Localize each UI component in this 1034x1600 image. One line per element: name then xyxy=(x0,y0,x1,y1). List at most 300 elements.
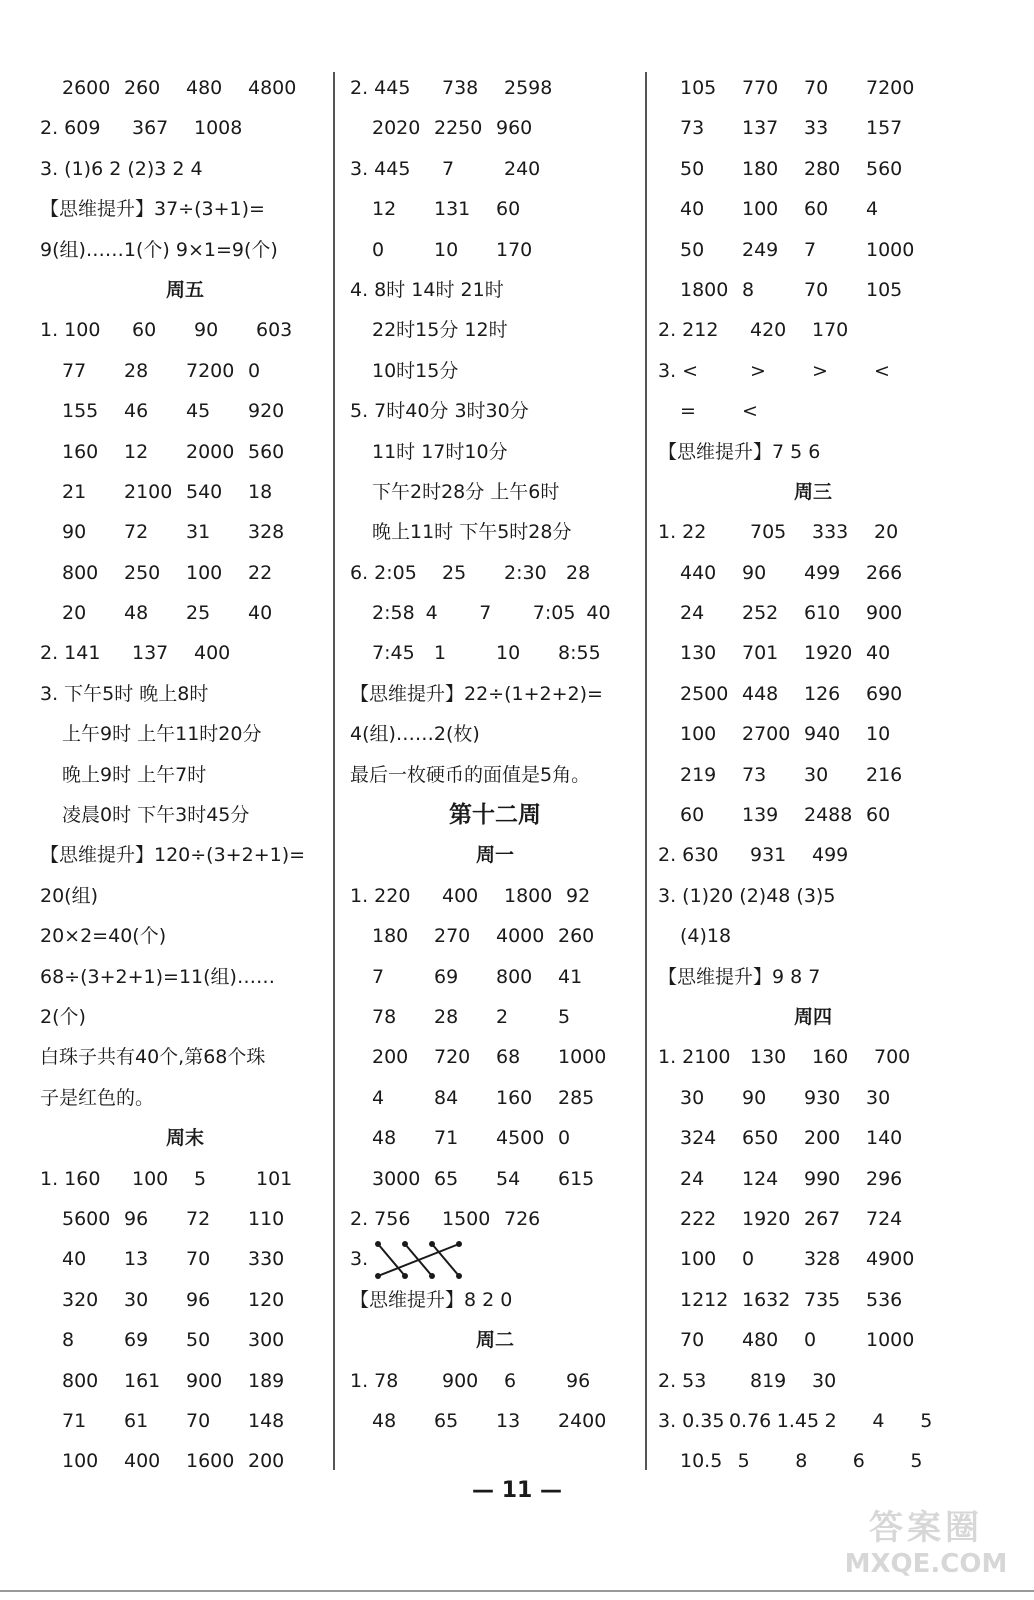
answer-row xyxy=(350,68,640,108)
answer-cell: 130 xyxy=(750,1046,787,1069)
answer-cell: 2:58 xyxy=(372,602,415,625)
answer-line: 5. 7时40分 3时30分 xyxy=(350,400,529,423)
section-heading: 周一 xyxy=(475,844,514,867)
answer-cell: 10 xyxy=(866,723,891,746)
answer-cell: 2500 xyxy=(680,682,729,705)
answer-cell: 700 xyxy=(874,1046,911,1069)
answer-cell: 270 xyxy=(434,925,471,948)
answer-cell: 100 xyxy=(62,1450,99,1473)
answer-row xyxy=(350,1037,640,1077)
answer-cell: 800 xyxy=(496,965,533,988)
answer-cell: 70 xyxy=(804,278,829,301)
answer-row xyxy=(350,189,640,229)
answer-row xyxy=(40,1199,330,1239)
answer-cell: 819 xyxy=(750,1369,787,1392)
answer-cell: 160 xyxy=(496,1086,533,1109)
column-divider-right xyxy=(645,72,647,1470)
answer-cell: 60 xyxy=(496,198,521,221)
answer-cell: 219 xyxy=(680,763,717,786)
answer-cell: 1008 xyxy=(194,117,243,140)
answer-cell: 40 xyxy=(62,1248,87,1271)
answer-cell: 4800 xyxy=(248,77,297,99)
answer-cell: 18 xyxy=(248,480,273,503)
answer-row xyxy=(658,230,968,270)
answer-cell: 7 xyxy=(479,602,492,625)
answer-row xyxy=(350,916,640,956)
answer-cell: 2598 xyxy=(504,77,553,99)
answer-cell: 940 xyxy=(804,723,841,746)
answer-row xyxy=(658,270,968,310)
answer-cell: > xyxy=(750,359,766,382)
page-bottom-edge xyxy=(0,1590,1034,1592)
answer-cell: 120 xyxy=(248,1288,285,1311)
answer-cell: 1000 xyxy=(866,238,915,261)
answer-cell: 90 xyxy=(62,521,87,544)
answer-cell: 5600 xyxy=(62,1207,111,1230)
answer-cell: 650 xyxy=(742,1127,779,1150)
answer-cell: 105 xyxy=(680,77,717,99)
answer-line: 68÷(3+2+1)=11(组)…… xyxy=(40,965,275,988)
matching-dot-bottom xyxy=(375,1273,381,1279)
answer-cell: 28 xyxy=(566,561,591,584)
answer-cell: 420 xyxy=(750,319,787,342)
answer-column-1 xyxy=(40,68,330,1482)
answer-cell: 615 xyxy=(558,1167,595,1190)
answer-cell: 2 xyxy=(496,1005,509,1028)
answer-cell: 324 xyxy=(680,1127,717,1150)
answer-cell: 296 xyxy=(866,1167,903,1190)
answer-row xyxy=(658,391,968,431)
answer-cell: 2. 53 xyxy=(658,1369,707,1392)
answer-cell: 4900 xyxy=(866,1248,915,1271)
matching-answer xyxy=(350,1239,640,1279)
answer-row xyxy=(350,1159,640,1199)
answer-cell: 724 xyxy=(866,1207,903,1230)
answer-cell: 20 xyxy=(62,602,87,625)
answer-cell: 40 xyxy=(866,642,891,665)
answer-cell: 1. 78 xyxy=(350,1369,399,1392)
answer-cell: 124 xyxy=(742,1167,779,1190)
answer-cell: 4 xyxy=(372,1086,385,1109)
answer-row xyxy=(40,1401,330,1441)
answer-row xyxy=(350,553,640,593)
watermark-logo xyxy=(836,1500,1016,1590)
answer-cell: 101 xyxy=(256,1167,293,1190)
answer-cell: 2400 xyxy=(558,1409,607,1432)
answer-cell: 73 xyxy=(742,763,767,786)
section-heading: 周二 xyxy=(475,1329,514,1352)
answer-cell: 8 xyxy=(795,1450,808,1473)
answer-row xyxy=(658,1320,968,1360)
answer-cell: 440 xyxy=(680,561,717,584)
answer-row xyxy=(658,1037,968,1077)
answer-cell: 2. 756 xyxy=(350,1207,411,1230)
answer-row xyxy=(658,553,968,593)
answer-line: 4(组)……2(枚) xyxy=(350,723,480,746)
answer-cell: 400 xyxy=(194,642,231,665)
answer-cell: 84 xyxy=(434,1086,459,1109)
answer-cell: 5 xyxy=(194,1167,207,1190)
answer-cell: 735 xyxy=(804,1288,841,1311)
answer-row xyxy=(350,1199,640,1239)
answer-line: 凌晨0时 下午3时45分 xyxy=(62,804,250,827)
answer-cell: 2. 609 xyxy=(40,117,101,140)
answer-cell: 69 xyxy=(124,1329,149,1352)
answer-cell: 5 xyxy=(910,1450,923,1473)
answer-row xyxy=(658,1159,968,1199)
answer-line: 【思维提升】120÷(3+2+1)= xyxy=(40,844,306,867)
answer-cell: 105 xyxy=(866,278,903,301)
answer-line: 最后一枚硬币的面值是5角。 xyxy=(350,763,591,786)
answer-cell: 155 xyxy=(62,400,99,423)
answer-cell: 1920 xyxy=(742,1207,791,1230)
answer-row xyxy=(658,512,968,552)
answer-cell: 499 xyxy=(812,844,849,867)
answer-cell: 100 xyxy=(132,1167,169,1190)
answer-cell: 96 xyxy=(186,1288,211,1311)
answer-cell: 4500 xyxy=(496,1127,545,1150)
answer-cell: 50 xyxy=(680,157,705,180)
answer-cell: 40 xyxy=(248,602,273,625)
answer-cell: 72 xyxy=(124,521,149,544)
watermark-bottom-text: MXQE.COM xyxy=(844,1549,1008,1579)
answer-cell: 5 xyxy=(558,1005,571,1028)
answer-cell: 0 xyxy=(742,1248,755,1271)
answer-cell: 48 xyxy=(372,1127,397,1150)
answer-row xyxy=(350,876,640,916)
answer-cell: 126 xyxy=(804,682,841,705)
answer-cell: 20 xyxy=(874,521,899,544)
answer-line: 2(个) xyxy=(40,1005,86,1028)
answer-cell: 8:55 xyxy=(558,642,601,665)
answer-cell: 180 xyxy=(372,925,409,948)
answer-cell: 249 xyxy=(742,238,779,261)
answer-line: 晚上9时 上午7时 xyxy=(62,763,207,786)
answer-cell: 70 xyxy=(804,77,829,99)
answer-cell: 4 xyxy=(866,198,879,221)
answer-cell: 77 xyxy=(62,359,87,382)
answer-cell: 73 xyxy=(680,117,705,140)
answer-cell: 5 xyxy=(920,1409,933,1432)
answer-cell: 2. 141 xyxy=(40,642,101,665)
answer-cell: 45 xyxy=(186,400,211,423)
answer-cell: 900 xyxy=(442,1369,479,1392)
answer-cell: 3000 xyxy=(372,1167,421,1190)
matching-dot-top xyxy=(402,1241,408,1247)
answer-cell: 285 xyxy=(558,1086,595,1109)
answer-cell: 54 xyxy=(496,1167,521,1190)
answer-line: 22时15分 12时 xyxy=(372,319,508,342)
answer-line: 11时 17时10分 xyxy=(372,440,508,463)
answer-cell: 222 xyxy=(680,1207,717,1230)
answer-line: 【思维提升】9 8 7 xyxy=(658,965,821,988)
answer-cell: 400 xyxy=(442,884,479,907)
answer-cell: 50 xyxy=(186,1329,211,1352)
answer-row xyxy=(658,149,968,189)
answer-cell: 480 xyxy=(186,77,223,99)
answer-cell: 930 xyxy=(804,1086,841,1109)
answer-cell: 2020 xyxy=(372,117,421,140)
answer-cell: 0.76 xyxy=(728,1409,772,1432)
answer-line: 子是红色的。 xyxy=(40,1086,155,1109)
answer-cell: 6 xyxy=(852,1450,865,1473)
answer-cell: 250 xyxy=(124,561,161,584)
answer-cell: 30 xyxy=(124,1288,149,1311)
answer-cell: 100 xyxy=(680,723,717,746)
answer-cell: 610 xyxy=(804,602,841,625)
answer-column-2 xyxy=(350,68,640,1441)
answer-cell: 96 xyxy=(566,1369,591,1392)
answer-row xyxy=(658,1118,968,1158)
answer-cell: 10.5 xyxy=(680,1450,723,1473)
answer-cell: 46 xyxy=(124,400,149,423)
answer-cell: 499 xyxy=(804,561,841,584)
answer-row xyxy=(350,230,640,270)
answer-cell: 25 xyxy=(186,602,211,625)
answer-cell: 48 xyxy=(124,602,149,625)
answer-cell: 60 xyxy=(866,804,891,827)
answer-cell: 800 xyxy=(62,1369,99,1392)
answer-cell: 137 xyxy=(132,642,169,665)
answer-cell: 60 xyxy=(132,319,157,342)
answer-row xyxy=(40,310,330,350)
answer-cell: 13 xyxy=(496,1409,521,1432)
answer-cell: 7 xyxy=(442,157,455,180)
answer-row xyxy=(658,1401,968,1441)
answer-cell: 24 xyxy=(680,602,705,625)
answer-cell: 0 xyxy=(248,359,261,382)
answer-cell: 990 xyxy=(804,1167,841,1190)
answer-line: 20(组) xyxy=(40,884,99,907)
answer-cell: 8 xyxy=(62,1329,75,1352)
answer-cell: 65 xyxy=(434,1167,459,1190)
answer-cell: 1632 xyxy=(742,1288,791,1311)
answer-cell: 200 xyxy=(804,1127,841,1150)
answer-row xyxy=(40,108,330,148)
answer-row xyxy=(350,1361,640,1401)
answer-cell: 96 xyxy=(124,1207,149,1230)
answer-cell: 0 xyxy=(804,1329,817,1352)
answer-cell: 328 xyxy=(804,1248,841,1271)
answer-line: 【思维提升】22÷(1+2+2)= xyxy=(350,682,603,705)
answer-cell: 1600 xyxy=(186,1450,235,1473)
matching-dot-top xyxy=(375,1241,381,1247)
answer-row xyxy=(40,1280,330,1320)
answer-row xyxy=(658,108,968,148)
answer-cell: 2:30 xyxy=(504,561,547,584)
answer-row xyxy=(658,1361,968,1401)
answer-row xyxy=(658,674,968,714)
answer-row xyxy=(350,957,640,997)
answer-cell: 770 xyxy=(742,77,779,99)
answer-cell: 216 xyxy=(866,763,903,786)
answer-cell: 540 xyxy=(186,480,223,503)
answer-cell: 3. 0.35 xyxy=(658,1409,725,1432)
matching-dot-bottom xyxy=(429,1273,435,1279)
answer-cell: 100 xyxy=(742,198,779,221)
answer-cell: 157 xyxy=(866,117,903,140)
answer-cell: 2250 xyxy=(434,117,483,140)
answer-cell: 0 xyxy=(558,1127,571,1150)
answer-row xyxy=(658,68,968,108)
answer-cell: 536 xyxy=(866,1288,903,1311)
answer-cell: 61 xyxy=(124,1409,149,1432)
answer-row xyxy=(40,351,330,391)
answer-line: 4. 8时 14时 21时 xyxy=(350,278,504,301)
answer-cell: 148 xyxy=(248,1409,285,1432)
answer-row xyxy=(658,1078,968,1118)
answer-cell: 3. < xyxy=(658,359,699,382)
answer-line: 3. (1)20 (2)48 (3)5 xyxy=(658,884,836,907)
answer-cell: 160 xyxy=(812,1046,849,1069)
page-number: — 11 — xyxy=(472,1478,562,1503)
answer-cell: 30 xyxy=(804,763,829,786)
answer-cell: 4 xyxy=(872,1409,885,1432)
answer-cell: 28 xyxy=(434,1005,459,1028)
answer-cell: 690 xyxy=(866,682,903,705)
answer-cell: 0 xyxy=(372,238,385,261)
answer-cell: 90 xyxy=(742,1086,767,1109)
answer-row xyxy=(350,149,640,189)
answer-cell: 140 xyxy=(866,1127,903,1150)
answer-cell: 705 xyxy=(750,521,787,544)
answer-row xyxy=(40,1320,330,1360)
answer-cell: 100 xyxy=(186,561,223,584)
answer-cell: 139 xyxy=(742,804,779,827)
question-number: 3. xyxy=(350,1248,369,1271)
answer-row xyxy=(40,593,330,633)
answer-row xyxy=(40,1441,330,1481)
answer-cell: 2 xyxy=(824,1409,837,1432)
answer-cell: 10 xyxy=(434,238,459,261)
answer-row xyxy=(658,755,968,795)
answer-cell: 160 xyxy=(62,440,99,463)
watermark-top-text: 答案圈 xyxy=(869,1508,983,1548)
answer-cell: 2700 xyxy=(742,723,791,746)
answer-line: 晚上11时 下午5时28分 xyxy=(372,521,572,544)
answer-row xyxy=(40,512,330,552)
answer-row xyxy=(658,795,968,835)
answer-cell: 1212 xyxy=(680,1288,729,1311)
answer-cell: 189 xyxy=(248,1369,285,1392)
answer-cell: 24 xyxy=(680,1167,705,1190)
answer-row xyxy=(658,310,968,350)
answer-cell: 720 xyxy=(434,1046,471,1069)
answer-row xyxy=(658,633,968,673)
answer-cell: 800 xyxy=(62,561,99,584)
answer-cell: 1800 xyxy=(504,884,553,907)
answer-cell: 8 xyxy=(742,278,755,301)
answer-cell: 1 xyxy=(434,642,447,665)
answer-cell: 560 xyxy=(866,157,903,180)
answer-row xyxy=(658,593,968,633)
answer-cell: 110 xyxy=(248,1207,285,1230)
matching-dot-bottom xyxy=(456,1273,462,1279)
answer-cell: 137 xyxy=(742,117,779,140)
answer-cell: 3. 445 xyxy=(350,157,411,180)
answer-line: 3. (1)6 2 (2)3 2 4 xyxy=(40,157,203,180)
answer-row xyxy=(40,1159,330,1199)
answer-cell: 2. 445 xyxy=(350,77,411,99)
answer-line: 10时15分 xyxy=(372,359,459,382)
answer-cell: 33 xyxy=(804,117,829,140)
answer-cell: 1. 2100 xyxy=(658,1046,731,1069)
answer-cell: 2100 xyxy=(124,480,173,503)
answer-cell: 2488 xyxy=(804,804,853,827)
answer-cell: 1. 22 xyxy=(658,521,707,544)
answer-cell: 180 xyxy=(742,157,779,180)
answer-cell: 92 xyxy=(566,884,591,907)
answer-cell: 7:45 xyxy=(372,642,415,665)
answer-cell: 40 xyxy=(680,198,705,221)
answer-cell: 1920 xyxy=(804,642,853,665)
answer-cell: 367 xyxy=(132,117,169,140)
answer-line: 【思维提升】37÷(3+1)= xyxy=(40,198,265,221)
answer-cell: 50 xyxy=(680,238,705,261)
answer-row xyxy=(658,189,968,229)
answer-cell: 330 xyxy=(248,1248,285,1271)
answer-cell: 1800 xyxy=(680,278,729,301)
section-heading: 周四 xyxy=(793,1005,832,1028)
section-heading: 周三 xyxy=(793,480,832,503)
answer-row xyxy=(658,1280,968,1320)
answer-cell: 738 xyxy=(442,77,479,99)
answer-cell: 200 xyxy=(372,1046,409,1069)
answer-cell: 920 xyxy=(248,400,285,423)
answer-cell: 78 xyxy=(372,1005,397,1028)
answer-row xyxy=(350,1401,640,1441)
answer-cell: 70 xyxy=(186,1248,211,1271)
answer-cell: 25 xyxy=(442,561,467,584)
answer-cell: 931 xyxy=(750,844,787,867)
answer-cell: 60 xyxy=(804,198,829,221)
answer-cell: 6. 2:05 xyxy=(350,561,417,584)
answer-row xyxy=(40,1361,330,1401)
answer-row xyxy=(658,1199,968,1239)
answer-row xyxy=(350,633,640,673)
answer-row xyxy=(658,835,968,875)
answer-cell: 10 xyxy=(496,642,521,665)
answer-cell: 4000 xyxy=(496,925,545,948)
answer-cell: 1000 xyxy=(558,1046,607,1069)
answer-cell: < xyxy=(742,400,758,423)
answer-line: 下午2时28分 上午6时 xyxy=(372,480,560,503)
answer-row xyxy=(350,108,640,148)
answer-row xyxy=(350,1078,640,1118)
matching-dot-bottom xyxy=(402,1273,408,1279)
answer-cell: < xyxy=(874,359,890,382)
answer-cell: 280 xyxy=(804,157,841,180)
answer-cell: 68 xyxy=(496,1046,521,1069)
answer-cell: 960 xyxy=(496,117,533,140)
section-heading: 周末 xyxy=(165,1127,204,1150)
answer-cell: 900 xyxy=(186,1369,223,1392)
answer-cell: 252 xyxy=(742,602,779,625)
answer-cell: 90 xyxy=(194,319,219,342)
answer-cell: 333 xyxy=(812,521,849,544)
answer-cell: 400 xyxy=(124,1450,161,1473)
answer-cell: 131 xyxy=(434,198,471,221)
answer-cell: 2. 630 xyxy=(658,844,719,867)
answer-cell: 12 xyxy=(124,440,149,463)
answer-cell: 1. 160 xyxy=(40,1167,101,1190)
answer-cell: 260 xyxy=(558,925,595,948)
answer-cell: 6 xyxy=(504,1369,517,1392)
matching-dot-top xyxy=(456,1241,462,1247)
answer-line: 20×2=40(个) xyxy=(40,925,167,948)
answer-cell: 7 xyxy=(804,238,817,261)
answer-row xyxy=(658,714,968,754)
